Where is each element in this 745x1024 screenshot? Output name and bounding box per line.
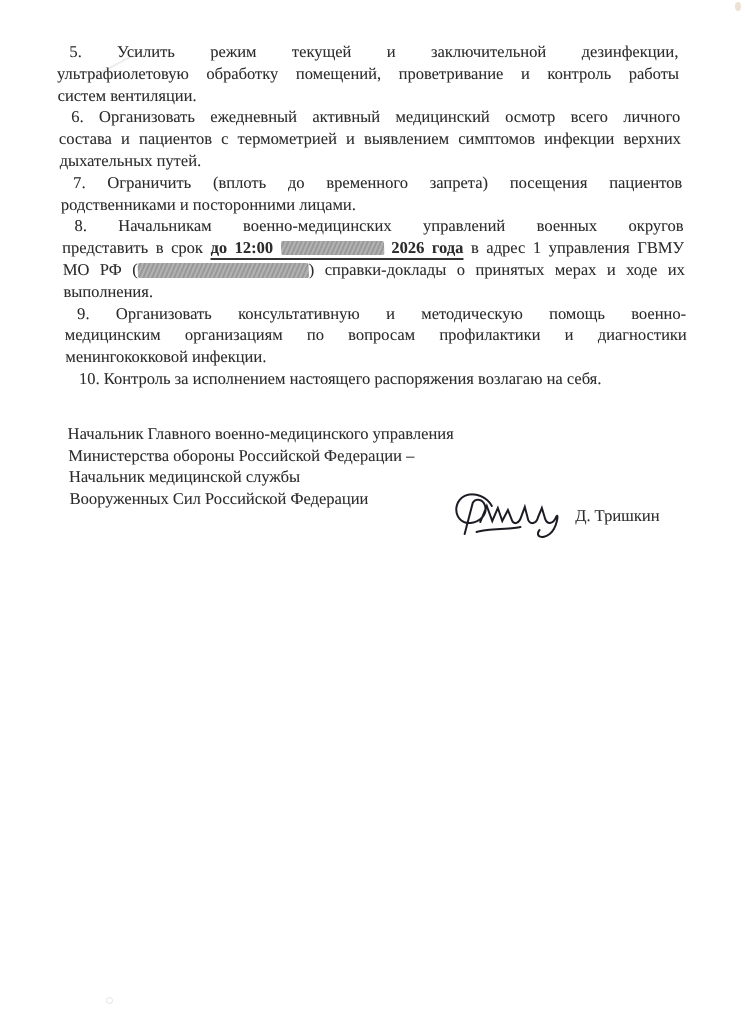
- text-line: медицинским организациям по вопросам профилактики и диагностики: [64, 325, 688, 345]
- text-line: систем вентиляции.: [57, 85, 197, 105]
- text-line: 6. Организовать ежедневный активный медицинский осмотр всего личного: [70, 107, 681, 127]
- redaction-block-contact: [138, 263, 309, 278]
- deadline-time: до 12:00: [210, 238, 274, 258]
- text-segment: ) справки-доклады о принятых мерах и ходе их: [308, 259, 686, 279]
- text-line-with-redaction: [62, 237, 685, 259]
- text-line: 10. Контроль за исполнением настоящего распоряжения возлагаю на себя.: [78, 368, 602, 388]
- text-segment: МО РФ (: [62, 259, 139, 279]
- signatory-title-line: Начальник Главного военно-медицинского управления: [67, 423, 454, 443]
- paragraph-6: [58, 106, 682, 171]
- paragraph-10: [66, 368, 689, 390]
- text-line: 8. Начальникам военно-медицинских управлений военных округов: [74, 216, 684, 236]
- scan-artifact-corner-mark: [735, 2, 741, 11]
- text-line: 5. Усилить режим текущей и заключительной дезинфекции,: [69, 42, 679, 61]
- text-line: ультрафиолетовую обработку помещений, проветривание и контроль работы: [56, 63, 680, 83]
- paragraph-8: [61, 215, 686, 302]
- text-line: менингококковой инфекции.: [65, 347, 267, 367]
- handwritten-signature: [451, 488, 575, 562]
- paragraph-7: [60, 172, 683, 216]
- signatory-title-line: Начальник медицинской службы: [68, 467, 301, 487]
- scan-artifact-bottom-mark: [106, 997, 113, 1004]
- text-line: 7. Ограничить (вплоть до временного запрета) посещения пациентов: [72, 172, 683, 192]
- deadline-year: 2026 года: [391, 238, 464, 258]
- text-line-with-redaction: [62, 259, 685, 281]
- paragraph-9: [64, 303, 688, 368]
- text-line: 9. Организовать консультативную и методическую помощь военно-: [76, 303, 687, 323]
- text-line: выполнения.: [63, 281, 154, 301]
- text-segment: в адрес 1 управления ГВМУ: [470, 238, 685, 258]
- signatory-title-line: Вооруженных Сил Российской Федерации: [69, 489, 369, 509]
- text-line: состава и пациентов с термометрией и выявлением симптомов инфекции верхних: [58, 129, 682, 149]
- document-body: [56, 41, 695, 602]
- deadline-underlined-segment: [210, 238, 464, 260]
- text-line: родственниками и посторонними лицами.: [60, 194, 357, 214]
- text-line: дыхательных путей.: [59, 150, 202, 170]
- signatory-name: Д. Тришкин: [574, 505, 660, 525]
- signature-block: [67, 423, 692, 510]
- redaction-block-date: [281, 241, 384, 255]
- signature-row: [70, 505, 695, 602]
- signatory-title-line: Министерства обороны Российской Федерации –: [68, 445, 415, 465]
- paragraph-5: [56, 41, 680, 106]
- text-segment: представить в срок: [61, 238, 204, 258]
